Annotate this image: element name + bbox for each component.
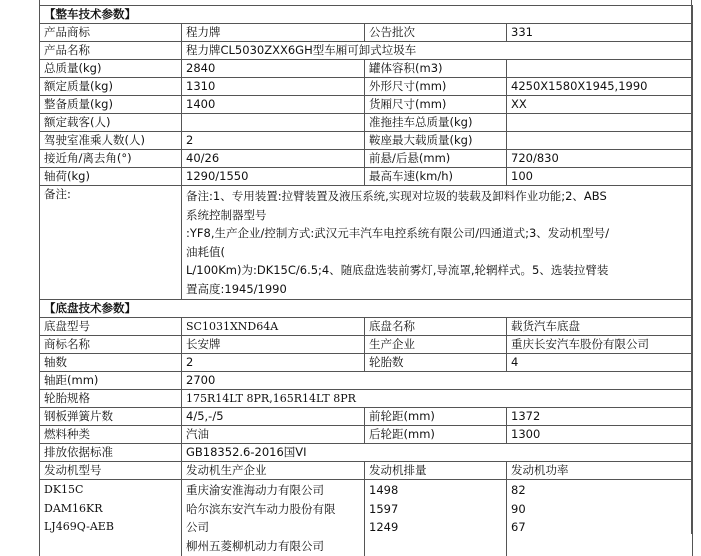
tank-volume-label: 罐体容积(m3): [365, 60, 507, 78]
wheelbase-value: 2700: [182, 372, 693, 390]
list-item: DAM16KR: [44, 500, 177, 519]
remarks-line: 油耗值(: [186, 243, 688, 262]
remarks-line: L/100Km)为:DK15C/6.5;4、随底盘选装前雾灯,导流罩,轮辋样式。5、选装拉臂装: [186, 261, 688, 280]
fuel-label: 燃料种类: [40, 426, 182, 444]
saddle-load-value: [507, 132, 693, 150]
chassis-model-label: 底盘型号: [40, 318, 182, 336]
batch-label: 公告批次: [365, 24, 507, 42]
front-track-value: 1372: [507, 408, 693, 426]
remarks-line: 置高度:1945/1990: [186, 280, 688, 299]
front-track-label: 前轮距(mm): [365, 408, 507, 426]
max-speed-value: 100: [507, 168, 693, 186]
table-row: [40, 96, 693, 114]
axles-label: 轴数: [40, 354, 182, 372]
table-row: [40, 426, 693, 444]
table-row: [40, 444, 693, 462]
vehicle-section-header: [40, 6, 693, 24]
table-row: [40, 390, 693, 408]
table-row: [40, 462, 693, 480]
chassis-brand-label: 商标名称: [40, 336, 182, 354]
tank-volume-value: [507, 60, 693, 78]
list-item: 1498: [369, 481, 502, 500]
list-item: 公司: [186, 518, 360, 537]
rear-track-label: 后轮距(mm): [365, 426, 507, 444]
cab-seats-value: 2: [182, 132, 365, 150]
emission-label: 排放依据标准: [40, 444, 182, 462]
rear-track-value: 1300: [507, 426, 693, 444]
chassis-name-label: 底盘名称: [365, 318, 507, 336]
table-row: [40, 24, 693, 42]
table-row: [40, 78, 693, 96]
list-item: DK15C: [44, 481, 177, 500]
rated-mass-value: 1310: [182, 78, 365, 96]
curb-mass-label: 整备质量(kg): [40, 96, 182, 114]
table-row: [40, 318, 693, 336]
chassis-name-value: 载货汽车底盘: [507, 318, 693, 336]
list-item: 1597: [369, 500, 502, 519]
list-item: LJ469Q-AEB: [44, 518, 177, 537]
cargo-dims-label: 货厢尺寸(mm): [365, 96, 507, 114]
emission-value: GB18352.6-2016国VI: [182, 444, 693, 462]
axle-load-value: 1290/1550: [182, 168, 365, 186]
dimensions-value: 4250X1580X1945,1990: [507, 78, 693, 96]
table-row: [40, 186, 693, 300]
overhang-label: 前悬/后悬(mm): [365, 150, 507, 168]
remarks-value: [182, 186, 693, 300]
engine-list-row: [40, 480, 693, 556]
list-item: 1249: [369, 518, 502, 537]
curb-mass-value: 1400: [182, 96, 365, 114]
leaf-spring-value: 4/5,-/5: [182, 408, 365, 426]
table-row: [40, 354, 693, 372]
engine-models-cell: [40, 480, 182, 556]
power-header: 发动机功率: [507, 462, 693, 480]
angles-label: 接近角/离去角(°): [40, 150, 182, 168]
powers-cell: [507, 480, 693, 556]
list-item: 90: [511, 500, 688, 519]
axle-load-label: 轴荷(kg): [40, 168, 182, 186]
table-row: [40, 60, 693, 78]
cab-seats-label: 驾驶室准乘人数(人): [40, 132, 182, 150]
product-name-value: 程力牌CL5030ZXX6GH型车厢可卸式垃圾车: [182, 42, 693, 60]
rated-passengers-label: 额定载客(人): [40, 114, 182, 132]
table-row: [40, 42, 693, 60]
tires-count-value: 4: [507, 354, 693, 372]
dimensions-label: 外形尺寸(mm): [365, 78, 507, 96]
list-item: 67: [511, 518, 688, 537]
list-item: 重庆渝安淮海动力有限公司: [186, 481, 360, 500]
table-row: [40, 150, 693, 168]
table-row: [40, 372, 693, 390]
wheelbase-label: 轴距(mm): [40, 372, 182, 390]
cargo-dims-value: XX: [507, 96, 693, 114]
engine-makers-cell: [182, 480, 365, 556]
engine-model-header: 发动机型号: [40, 462, 182, 480]
displacements-cell: [365, 480, 507, 556]
overhang-value: 720/830: [507, 150, 693, 168]
list-item: 柳州五菱柳机动力有限公司: [186, 537, 360, 556]
chassis-maker-label: 生产企业: [365, 336, 507, 354]
table-row: [40, 114, 693, 132]
batch-value: 331: [507, 24, 693, 42]
rated-mass-label: 额定质量(kg): [40, 78, 182, 96]
tire-spec-label: 轮胎规格: [40, 390, 182, 408]
chassis-brand-value: 长安牌: [182, 336, 365, 354]
list-item: 82: [511, 481, 688, 500]
tires-count-label: 轮胎数: [365, 354, 507, 372]
remarks-line: 备注:1、专用装置:拉臂装置及液压系统,实现对垃圾的装载及卸料作业功能;2、ABS: [186, 187, 688, 206]
total-mass-value: 2840: [182, 60, 365, 78]
trailer-mass-value: [507, 114, 693, 132]
brand-label: 产品商标: [40, 24, 182, 42]
table-row: [40, 132, 693, 150]
max-speed-label: 最高车速(km/h): [365, 168, 507, 186]
chassis-maker-value: 重庆长安汽车股份有限公司: [507, 336, 693, 354]
rated-passengers-value: [182, 114, 365, 132]
chassis-section-header: [40, 300, 693, 318]
axles-value: 2: [182, 354, 365, 372]
table-row: [40, 336, 693, 354]
table-row: [40, 408, 693, 426]
displacement-header: 发动机排量: [365, 462, 507, 480]
leaf-spring-label: 钢板弹簧片数: [40, 408, 182, 426]
remarks-label: 备注:: [40, 186, 182, 300]
remarks-line: :YF8,生产企业/控制方式:武汉元丰汽车电控系统有限公司/四通道式;3、发动机型号/: [186, 224, 688, 243]
saddle-load-label: 鞍座最大载质量(kg): [365, 132, 507, 150]
brand-value: 程力牌: [182, 24, 365, 42]
chassis-section-title: 【底盘技术参数】: [40, 300, 693, 318]
tire-spec-value: 175R14LT 8PR,165R14LT 8PR: [182, 390, 693, 408]
remarks-line: 系统控制器型号: [186, 206, 688, 225]
chassis-model-value: SC1031XND64A: [182, 318, 365, 336]
fuel-value: 汽油: [182, 426, 365, 444]
spec-table: [39, 5, 693, 556]
table-row: [40, 168, 693, 186]
total-mass-label: 总质量(kg): [40, 60, 182, 78]
vehicle-section-title: 【整车技术参数】: [40, 6, 693, 24]
engine-maker-header: 发动机生产企业: [182, 462, 365, 480]
list-item: 哈尔滨东安汽车动力股份有限: [186, 500, 360, 519]
angles-value: 40/26: [182, 150, 365, 168]
product-name-label: 产品名称: [40, 42, 182, 60]
trailer-mass-label: 准拖挂车总质量(kg): [365, 114, 507, 132]
